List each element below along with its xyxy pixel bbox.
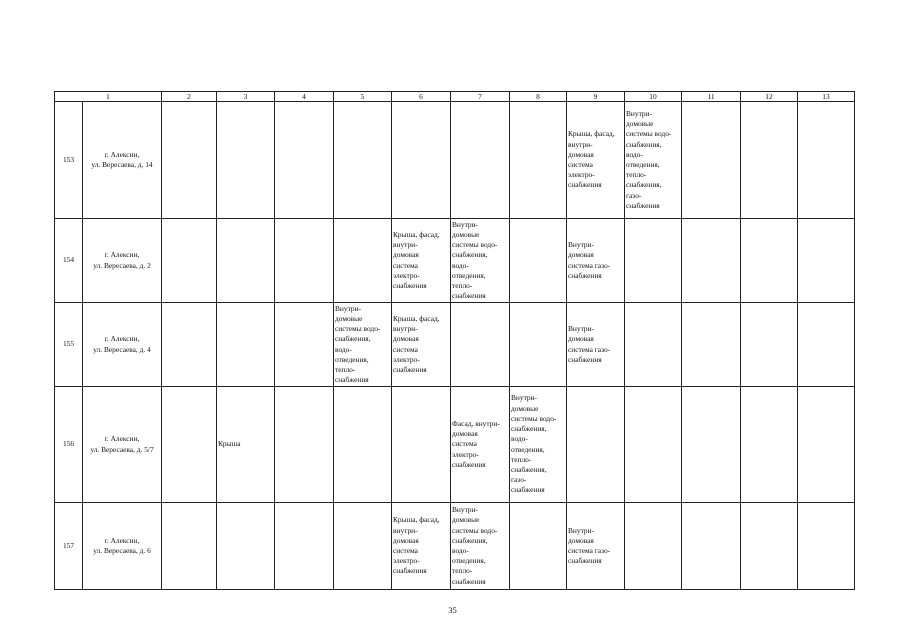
- work-type-cell: [162, 219, 217, 303]
- work-type-text: Внутри- домовые системы водо- снабжения, водо- отведения, тепло- снабжения: [452, 219, 498, 301]
- work-type-text: Крыша, фасад, внутри- домовая система электро- снабжения: [393, 229, 440, 290]
- work-type-cell: [682, 219, 741, 303]
- work-type-cell: [392, 387, 451, 503]
- work-type-text: Внутри- домовые системы водо- снабжения, водо- отведения, тепло- снабжения: [335, 303, 381, 385]
- work-type-text: Внутри- домовые системы водо- снабжения, водо- отведения, тепло- снабжения, газо- снабжения: [511, 393, 557, 495]
- work-type-cell: [451, 102, 510, 219]
- row-number: 154: [55, 219, 83, 303]
- work-type-cell: [392, 102, 451, 219]
- work-type-cell: [567, 503, 625, 590]
- work-type-cell: [625, 303, 682, 387]
- table-row: [55, 303, 855, 387]
- work-type-text: Внутри- домовые системы водо- снабжения, водо- отведения, тепло- снабжения, газо- снабжения: [626, 108, 672, 210]
- row-number: 153: [55, 102, 83, 219]
- work-type-cell: [162, 303, 217, 387]
- work-type-cell: [682, 303, 741, 387]
- address-cell: [83, 387, 162, 503]
- work-type-cell: [741, 503, 798, 590]
- work-type-cell: [625, 219, 682, 303]
- column-number-header: 12: [741, 92, 798, 102]
- column-number-header: 9: [567, 92, 625, 102]
- work-type-cell: [741, 102, 798, 219]
- work-type-cell: [217, 102, 275, 219]
- work-type-cell: [162, 387, 217, 503]
- address-cell: [83, 219, 162, 303]
- work-type-cell: [275, 303, 334, 387]
- work-type-cell: [567, 387, 625, 503]
- work-type-cell: [334, 219, 392, 303]
- work-type-cell: [217, 503, 275, 590]
- work-type-text: Фасад, внутри- домовая система электро- снабжения: [452, 418, 500, 469]
- work-type-cell: [625, 102, 682, 219]
- column-number-header: 11: [682, 92, 741, 102]
- work-type-cell: [510, 219, 567, 303]
- work-type-cell: [451, 219, 510, 303]
- address-cell: [83, 503, 162, 590]
- work-type-cell: [567, 303, 625, 387]
- work-type-cell: [798, 387, 855, 503]
- address-cell: [83, 102, 162, 219]
- work-type-cell: [334, 303, 392, 387]
- row-number: 156: [55, 387, 83, 503]
- column-number-header: 1: [55, 92, 162, 102]
- table-row: [55, 102, 855, 219]
- work-type-cell: [392, 503, 451, 590]
- work-type-cell: [798, 102, 855, 219]
- work-type-cell: [275, 503, 334, 590]
- work-type-cell: [451, 387, 510, 503]
- work-type-cell: [451, 503, 510, 590]
- address-text: г. Алексин, ул. Вересаева, д. 6: [93, 535, 151, 555]
- column-number-header: 7: [451, 92, 510, 102]
- column-number-header: 13: [798, 92, 855, 102]
- work-type-cell: [741, 303, 798, 387]
- work-type-cell: [275, 219, 334, 303]
- work-type-cell: [510, 102, 567, 219]
- work-type-text: Внутри- домовая система газо- снабжения: [568, 324, 611, 364]
- address-cell: [83, 303, 162, 387]
- work-type-text: Крыша: [218, 439, 241, 449]
- work-type-cell: [162, 102, 217, 219]
- work-type-cell: [334, 503, 392, 590]
- address-text: г. Алексин, ул. Вересаева, д. 14: [91, 149, 153, 169]
- table-row: [55, 387, 855, 503]
- work-type-cell: [334, 387, 392, 503]
- work-type-cell: [162, 503, 217, 590]
- row-number: 157: [55, 503, 83, 590]
- table-row: [55, 503, 855, 590]
- work-type-cell: [682, 387, 741, 503]
- work-type-cell: [798, 219, 855, 303]
- column-number-header: 3: [217, 92, 275, 102]
- row-number: 155: [55, 303, 83, 387]
- work-type-cell: [334, 102, 392, 219]
- work-type-cell: [510, 387, 567, 503]
- work-type-cell: [625, 387, 682, 503]
- work-type-cell: [275, 102, 334, 219]
- work-type-text: Крыша, фасад, внутри- домовая система электро- снабжения: [568, 129, 615, 190]
- work-type-cell: [741, 387, 798, 503]
- column-number-header: 10: [625, 92, 682, 102]
- work-type-text: Внутри- домовая система газо- снабжения: [568, 240, 611, 280]
- work-type-cell: [741, 219, 798, 303]
- work-type-cell: [625, 503, 682, 590]
- column-number-header: 4: [275, 92, 334, 102]
- work-type-cell: [798, 503, 855, 590]
- address-text: г. Алексин, ул. Вересаева, д. 5/7: [90, 434, 154, 454]
- column-number-header: 5: [334, 92, 392, 102]
- work-type-cell: [217, 387, 275, 503]
- work-type-cell: [682, 102, 741, 219]
- work-type-cell: [451, 303, 510, 387]
- work-type-cell: [392, 219, 451, 303]
- work-type-cell: [510, 503, 567, 590]
- work-type-cell: [798, 303, 855, 387]
- column-number-header: 6: [392, 92, 451, 102]
- work-type-cell: [567, 219, 625, 303]
- column-number-header: 2: [162, 92, 217, 102]
- header-row: [55, 92, 855, 102]
- work-type-cell: [567, 102, 625, 219]
- work-type-text: Крыша, фасад, внутри- домовая система электро- снабжения: [393, 313, 440, 374]
- work-type-cell: [275, 387, 334, 503]
- page-number: 35: [448, 605, 457, 615]
- address-text: г. Алексин, ул. Вересаева, д. 2: [93, 250, 151, 270]
- work-type-cell: [217, 303, 275, 387]
- work-type-cell: [392, 303, 451, 387]
- work-type-text: Внутри- домовая система газо- снабжения: [568, 525, 611, 566]
- repair-schedule-table: [54, 91, 855, 590]
- table-row: [55, 219, 855, 303]
- work-type-cell: [682, 503, 741, 590]
- work-type-text: Внутри- домовые системы водо- снабжения, водо- отведения, тепло- снабжения: [452, 505, 498, 586]
- work-type-text: Крыша, фасад, внутри- домовая система электро- снабжения: [393, 515, 440, 576]
- address-text: г. Алексин, ул. Вересаева, д. 4: [93, 334, 151, 354]
- column-number-header: 8: [510, 92, 567, 102]
- work-type-cell: [510, 303, 567, 387]
- work-type-cell: [217, 219, 275, 303]
